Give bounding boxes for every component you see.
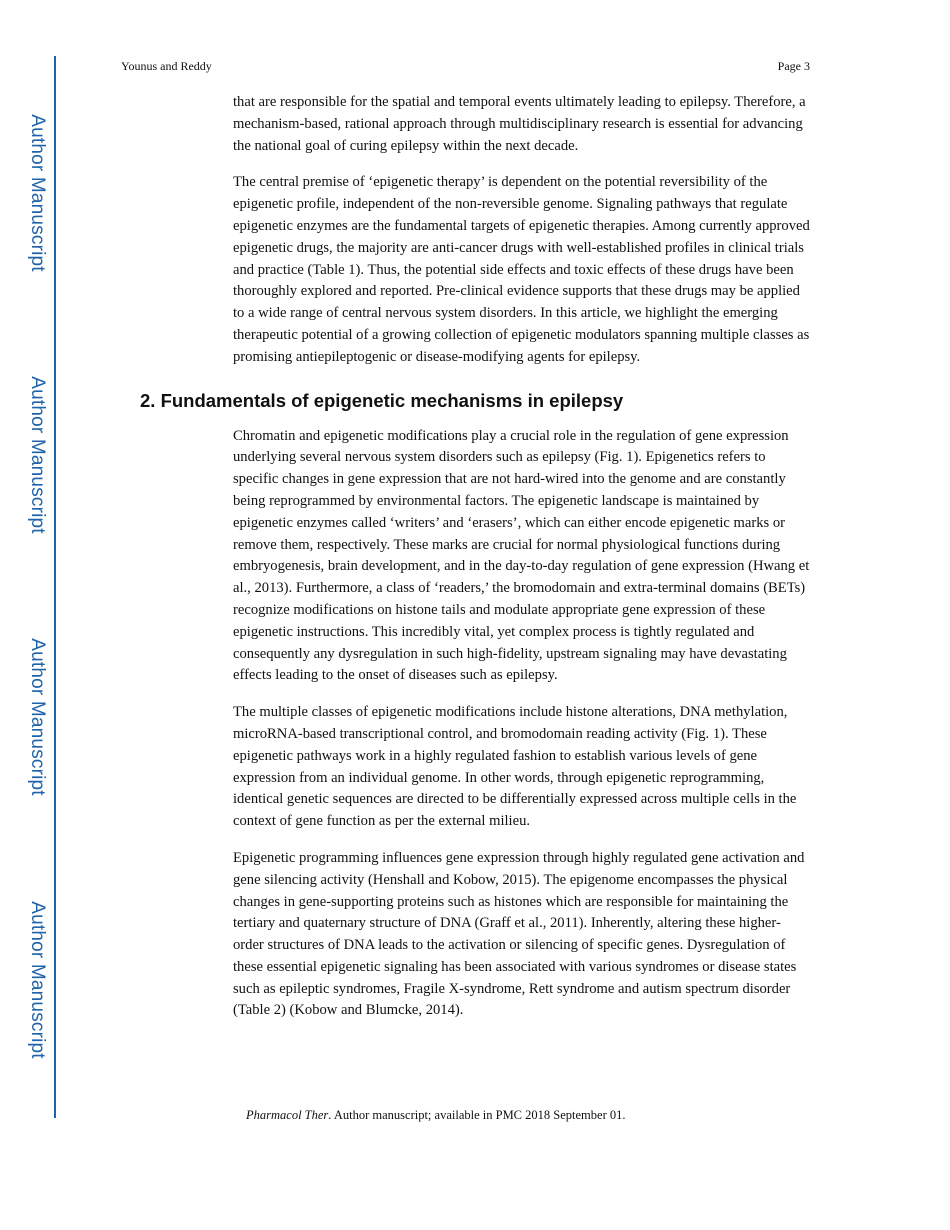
sidebar-label-text: Author Manuscript	[27, 901, 48, 1059]
paragraph: Chromatin and epigenetic modifications play a crucial role in the regulation of gene expression underlying several nervous system disorders such as epilepsy (Fig. 1). Epigenetics refers to specific changes in gene expression that are not hard-wired into the genome and are constantly being reprogrammed by environmental factors. The epigenetic landscape is maintained by epigenetic enzymes called ‘writers’ and ‘erasers’, which can either encode epigenetic marks or remove them, respectively. These marks are crucial for normal physiological functions during embryogenesis, brain development, and in the day-to-day regulation of gene expression (Hwang et al., 2013). Furthermore, a class of ‘readers,’ the bromodomain and extra-terminal domains (BETs) recognize modifications on histone tails and modulate appropriate gene expression of these epigenetic instructions. This incredibly vital, yet complex process is tightly regulated and consequently any dysregulation in such high-fidelity, upstream signaling may have devastating effects leading to the onset of diseases such as epilepsy.	[233, 427, 810, 684]
paragraph: The central premise of ‘epigenetic therapy’ is dependent on the potential reversibility of the epigenetic profile, independent of the non-reversible genome. Signaling pathways that regulate epigenetic enzymes are the fundamental targets of epigenetic therapies. Among currently approved epigenetic drugs, the majority are anti-cancer drugs with well-established profiles in clinical trials and practice (Table 1). Thus, the potential side effects and toxic effects of these drugs have been thoroughly explored and reported. Pre-clinical evidence supports that these drugs may be applied to a wide range of central nervous system disorders. In this article, we highlight the emerging therapeutic potential of a growing collection of epigenetic modulators spanning multiple classes as promising antiepileptogenic or disease-modifying agents for epilepsy.	[233, 174, 810, 365]
paragraph: The multiple classes of epigenetic modifications include histone alterations, DNA methylation, microRNA-based transcriptional control, and bromodomain reading activity (Fig. 1). These epigenetic pathways work in a highly regulated fashion to establish various levels of gene expression from an individual genome. In other words, through epigenetic reprogramming, identical genetic sequences are directed to be differentially expressed across multiple cells in the context of gene function as per the external milieu.	[233, 704, 797, 830]
paragraph: Epigenetic programming influences gene expression through highly regulated gene activation and gene silencing activity (Henshall and Kobow, 2015). The epigenome encompasses the physical changes in gene-supporting proteins such as histones which are responsible for maintaining the tertiary and quaternary structure of DNA (Graff et al., 2011). Inherently, altering these higher-order structures of DNA leads to the activation or silencing of specific genes. Dysregulation of these essential epigenetic signaling has been associated with various syndromes or disease states such as epileptic syndromes, Fragile X-syndrome, Rett syndrome and autism spectrum disorder (Table 2) (Kobow and Blumcke, 2014).	[233, 849, 805, 1019]
sidebar-label-text: Author Manuscript	[27, 638, 48, 796]
sidebar-label-text: Author Manuscript	[27, 376, 48, 534]
footer-journal: Pharmacol Ther	[246, 1108, 329, 1122]
running-head-page-number: Page 3	[777, 59, 810, 73]
page-footer	[246, 1108, 625, 1123]
paragraph: that are responsible for the spatial and temporal events ultimately leading to epilepsy. Therefore, a mechanism-based, rational approach through multidisciplinary research is essential for advancing the national goal of curing epilepsy within the next decade.	[233, 94, 806, 154]
section-heading: 2. Fundamentals of epigenetic mechanisms in epilepsy	[140, 389, 624, 411]
sidebar-rule	[54, 56, 56, 1118]
sidebar-label-text: Author Manuscript	[27, 114, 48, 272]
article-body	[140, 92, 811, 1037]
footer-availability: . Author manuscript; available in PMC 2018 September 01.	[328, 1108, 626, 1122]
running-head-authors: Younus and Reddy	[121, 59, 212, 73]
